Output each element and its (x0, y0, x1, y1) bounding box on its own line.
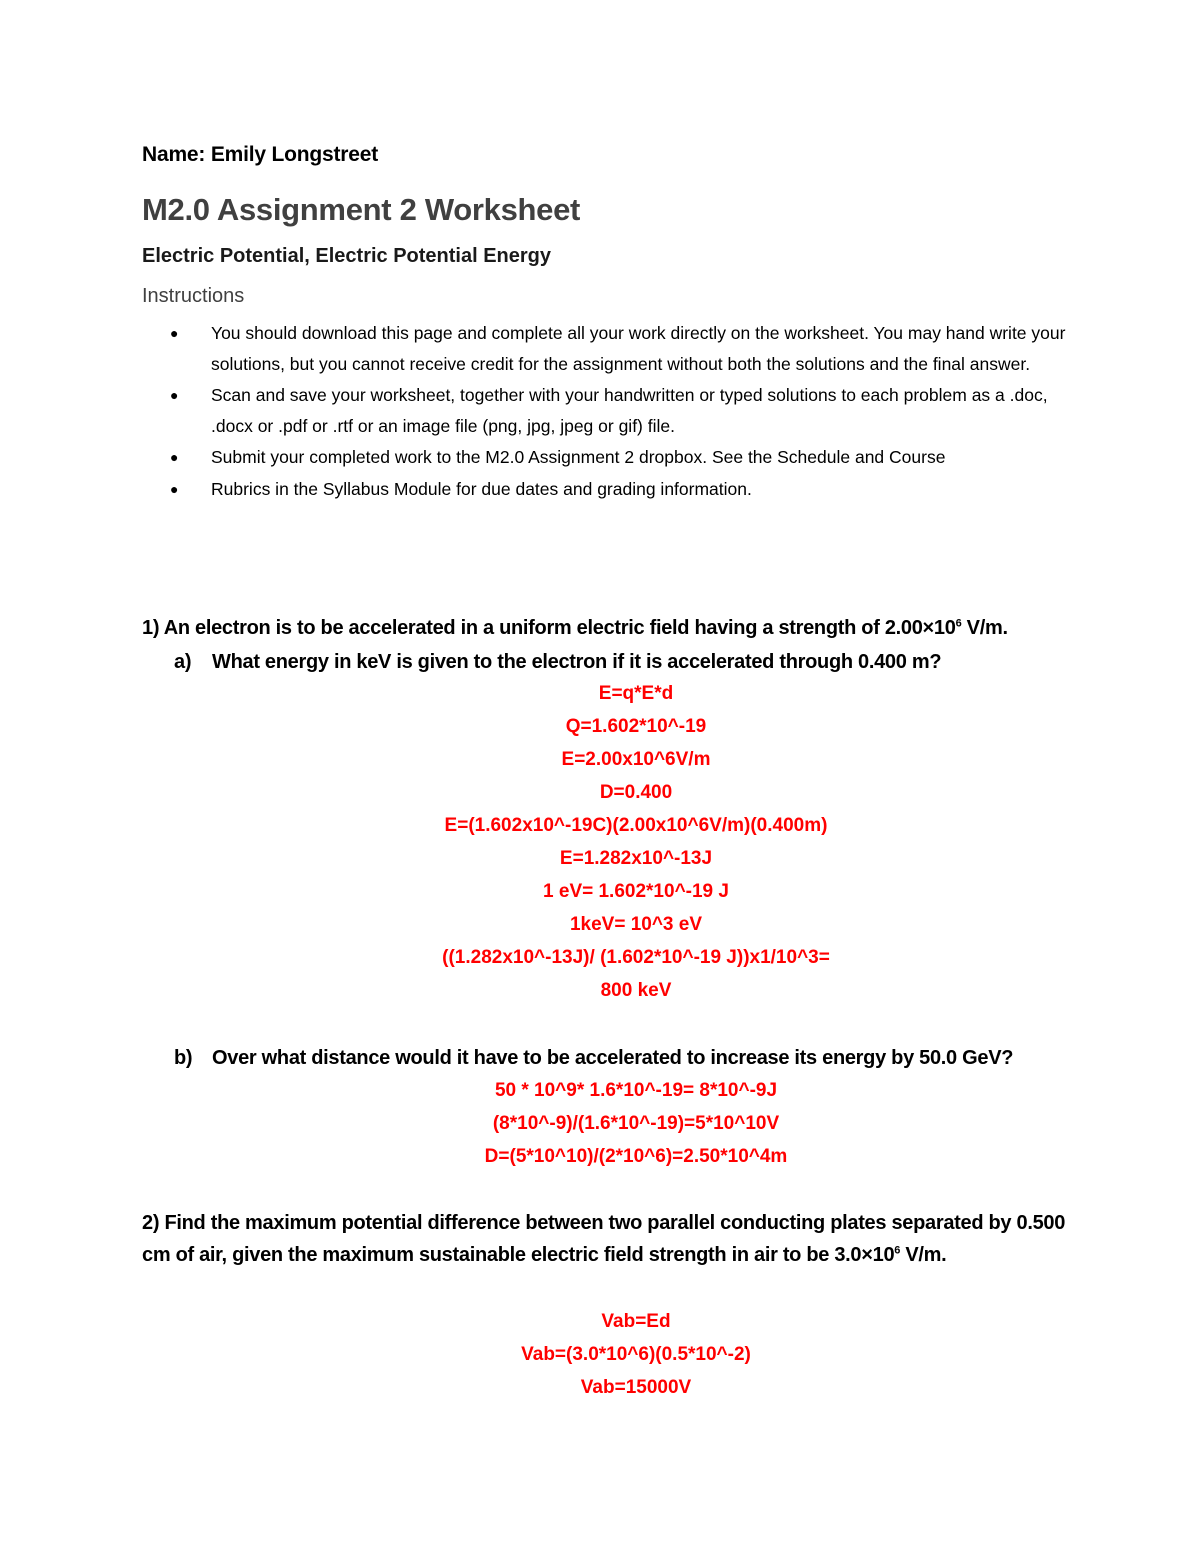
instruction-text: You should download this page and complete all your work directly on the worksheet. You may hand write your solutions, but you cannot receive credit for the assignment without both the solutions and the final answer. (211, 323, 1066, 374)
answer-line: Vab=(3.0*10^6)(0.5*10^-2) (521, 1344, 751, 1365)
answer-line: D=0.400 (599, 782, 673, 803)
answer-2-block (0, 1305, 1200, 1404)
answer-line: Vab=Ed (601, 1311, 671, 1332)
answer-1b-block (0, 1074, 1200, 1173)
question-1-text (142, 612, 1072, 644)
question-1a-label: a) (174, 651, 192, 673)
question-1b-text (174, 1042, 1074, 1074)
answer-1a-block (0, 677, 1200, 1007)
answer-line: E=q*E*d (598, 683, 674, 704)
instructions-list (166, 318, 1066, 505)
instruction-item (166, 380, 1066, 441)
answer-line: E=2.00x10^6V/m (561, 749, 711, 770)
instruction-item (166, 442, 1066, 473)
instruction-text: Submit your completed work to the M2.0 Assignment 2 dropbox. See the Schedule and Course (211, 447, 946, 467)
answer-line: D=(5*10^10)/(2*10^6)=2.50*10^4m (484, 1146, 788, 1167)
question-1b-prompt: Over what distance would it have to be accelerated to increase its energy by 50.0 GeV? (212, 1047, 1014, 1069)
question-1-text-unit: V/m. (961, 617, 1008, 639)
answer-line: Vab=15000V (580, 1377, 692, 1398)
bullet-icon: ● (170, 449, 179, 465)
instruction-text: Scan and save your worksheet, together with your handwritten or typed solutions to each problem as a .doc, .docx or .pdf or .rtf or an image file (png, jpg, jpeg or gif) file. (211, 385, 1048, 436)
answer-line: 50 * 10^9* 1.6*10^-19= 8*10^-9J (494, 1080, 778, 1101)
question-1a-text (174, 646, 1074, 678)
answer-line: (8*10^-9)/(1.6*10^-19)=5*10^10V (492, 1113, 780, 1134)
answer-line: ((1.282x10^-13J)/ (1.602*10^-19 J))x1/10^3= (442, 947, 830, 968)
instruction-item (166, 318, 1066, 379)
bullet-icon: ● (170, 387, 179, 403)
question-1-exponent: 6 (955, 617, 962, 630)
answer-line: 1keV= 10^3 eV (569, 914, 703, 935)
answer-line: E=(1.602x10^-19C)(2.00x10^6V/m)(0.400m) (444, 815, 828, 836)
answer-line: 1 eV= 1.602*10^-19 J (543, 881, 729, 902)
page-subtitle: Electric Potential, Electric Potential Energy (142, 245, 552, 267)
bullet-icon: ● (170, 325, 179, 341)
question-2-text-unit: V/m. (900, 1244, 947, 1266)
question-2-exponent: 6 (894, 1244, 901, 1257)
instruction-item (166, 474, 1066, 505)
question-1-text-main: 1) An electron is to be accelerated in a uniform electric field having a strength of 2.00×10 (142, 617, 956, 639)
question-2-text-main: 2) Find the maximum potential difference between two parallel conducting plates separated by 0.500 cm of air, given the maximum sustainable electric field strength in air to be 3.0×10 (142, 1212, 1066, 1266)
answer-line: Q=1.602*10^-19 (565, 716, 707, 737)
bullet-icon: ● (170, 480, 179, 497)
instructions-heading: Instructions (142, 285, 245, 307)
question-1a-prompt: What energy in keV is given to the electron if it is accelerated through 0.400 m? (212, 651, 942, 673)
student-name: Name: Emily Longstreet (142, 143, 378, 166)
answer-line: 800 keV (600, 980, 672, 1001)
question-1b-label: b) (174, 1047, 193, 1069)
question-2-text (142, 1207, 1067, 1271)
answer-line: E=1.282x10^-13J (559, 848, 713, 869)
instruction-text: Rubrics in the Syllabus Module for due dates and grading information. (211, 478, 752, 499)
page-title: M2.0 Assignment 2 Worksheet (142, 192, 581, 227)
